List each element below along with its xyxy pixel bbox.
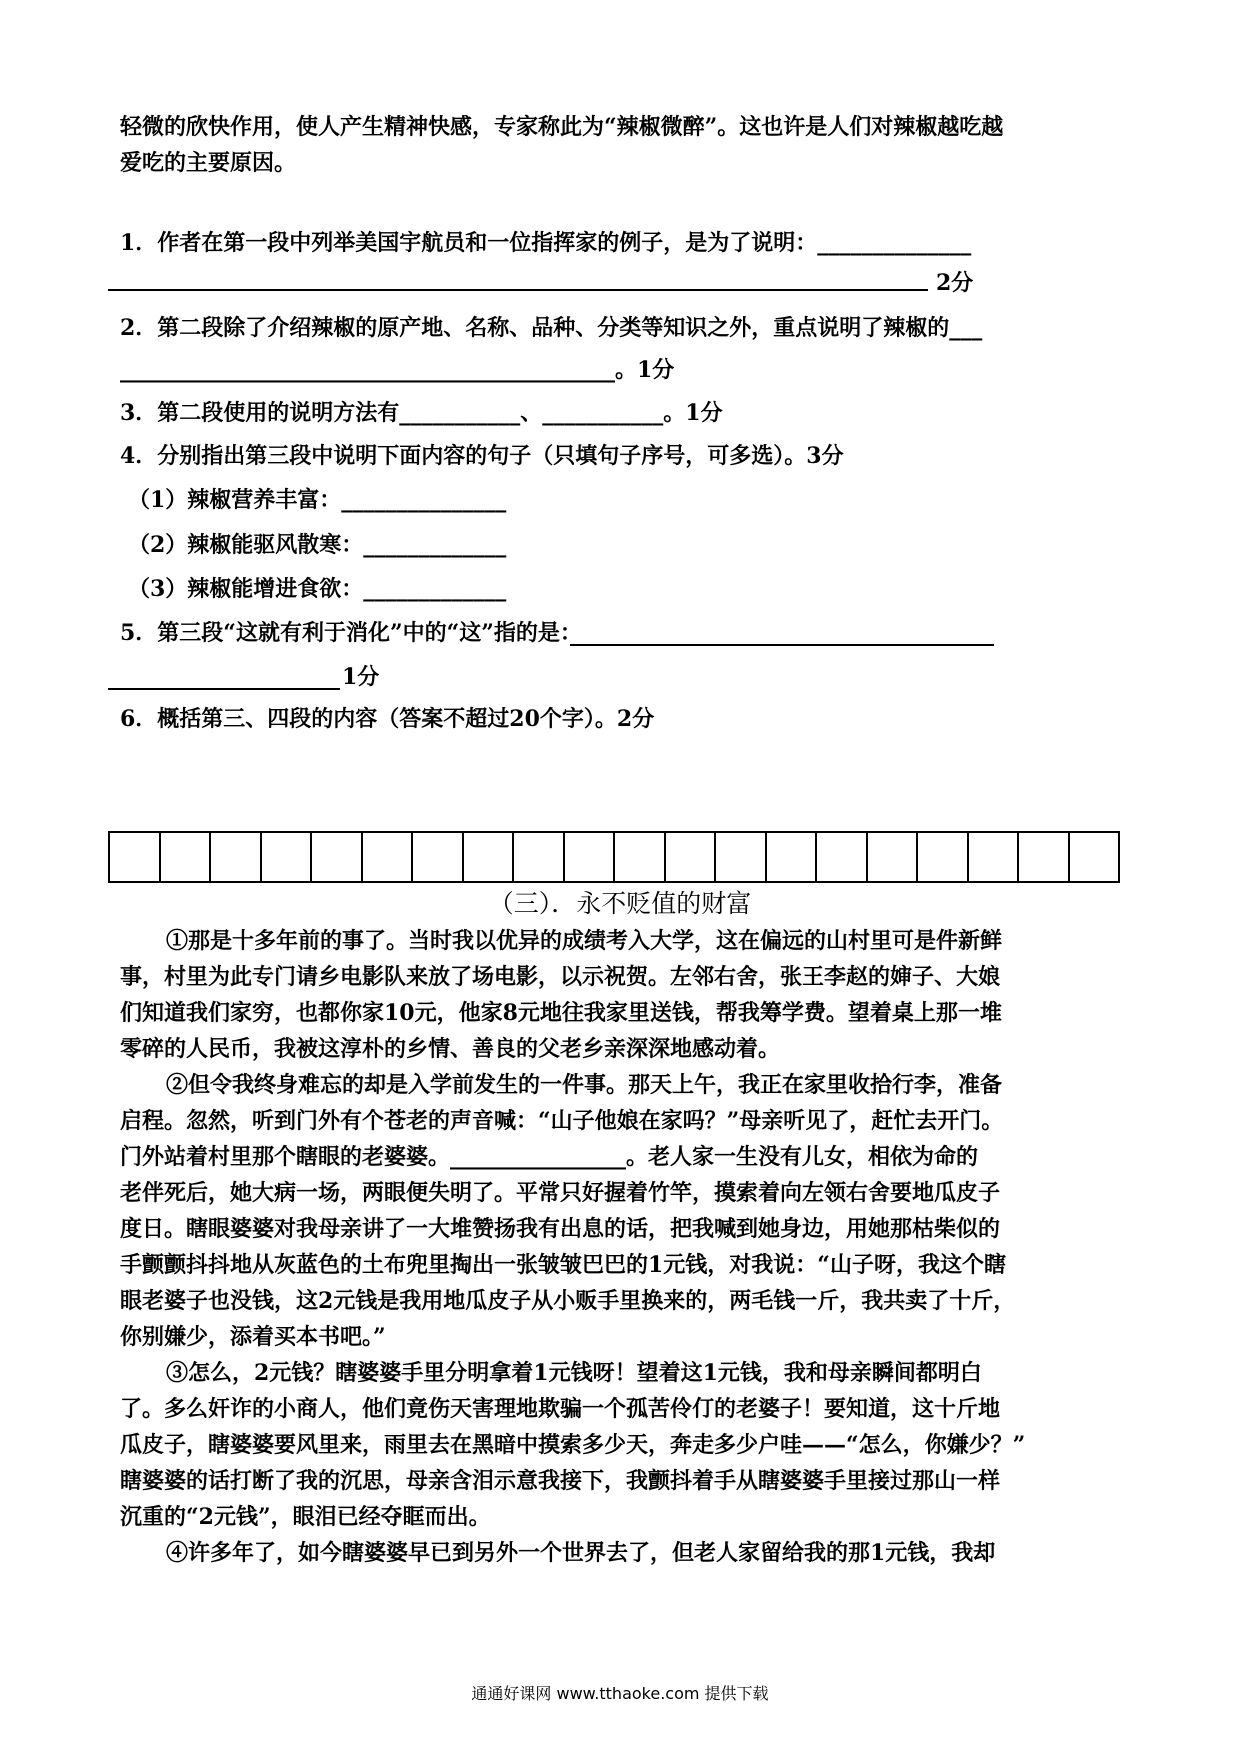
grid-cell [514,833,565,881]
answer-line-q1 [108,289,928,291]
question-1: 1．作者在第一段中列举美国宇航员和一位指挥家的例子，是为了说明：______________ [120,230,972,256]
question-4-item-1: （1）辣椒营养丰富：_______________ [128,487,507,513]
answer-line-q5-a [570,644,994,646]
grid-cell [969,833,1020,881]
question-4-item-3: （3）辣椒能增进食欲：_____________ [128,576,507,602]
grid-cell [211,833,262,881]
question-2-continuation: _____________________________________________。1分 [120,357,675,383]
intro-line-2: 爱吃的主要原因。 [120,150,297,176]
question-6: 6．概括第三、四段的内容（答案不超过20个字）。2分 [120,706,655,732]
passage-line: 度日。瞎眼婆婆对我母亲讲了一大堆赞扬我有出息的话，把我喊到她身边，用她那枯柴似的 [120,1216,1001,1242]
grid-cell [413,833,464,881]
question-3: 3．第二段使用的说明方法有___________、___________。1分 [120,400,723,426]
grid-cell [262,833,313,881]
passage-line: 老伴死后，她大病一场，两眼便失明了。平常只好握着竹竿，摸索着向左领右舍要地瓜皮子 [120,1180,1001,1206]
passage-line: ③怎么，2元钱？瞎婆婆手里分明拿着1元钱呀！望着这1元钱，我和母亲瞬间都明白 [166,1360,982,1386]
passage-line: 沉重的“2元钱”，眼泪已经夺眶而出。 [120,1504,491,1530]
question-5-score: 1分 [342,664,380,690]
grid-cell [110,833,161,881]
grid-cell [312,833,363,881]
question-1-score: 2分 [936,270,974,296]
grid-cell [1070,833,1119,881]
passage-line: 瓜皮子，瞎婆婆要风里来，雨里去在黑暗中摸索多少天，奔走多少户哇——“怎么，你嫌少？” [120,1432,1026,1458]
page-footer: 通通好课网 www.tthaoke.com 提供下载 [471,1684,769,1703]
intro-line-1: 轻微的欣快作用，使人产生精神快感，专家称此为“辣椒微醉”。这也许是人们对辣椒越吃越 [120,114,1004,140]
passage-line: 眼老婆子也没钱，这2元钱是我用地瓜皮子从小贩手里换来的，两毛钱一斤，我共卖了十斤， [120,1288,1016,1314]
answer-line-q5-b [108,688,340,690]
grid-cell [817,833,868,881]
passage-line: 手颤颤抖抖地从灰蓝色的土布兜里掏出一张皱皱巴巴的1元钱，对我说：“山子呀，我这个瞎 [120,1252,1006,1278]
grid-cell [363,833,414,881]
question-4: 4．分别指出第三段中说明下面内容的句子（只填句子序号，可多选）。3分 [120,443,844,469]
question-4-item-2: （2）辣椒能驱风散寒：_____________ [128,532,507,558]
passage-line: 们知道我们家穷，也都你家10元，他家8元地往我家里送钱，帮我筹学费。望着桌上那一堆 [120,1000,1002,1026]
grid-cell [464,833,515,881]
answer-grid [108,831,1120,883]
section-title: （三）．永不贬值的财富 [488,889,752,918]
grid-cell [565,833,616,881]
passage-line: 零碎的人民币，我被这淳朴的乡情、善良的父老乡亲深深地感动着。 [120,1036,781,1062]
question-5: 5．第三段“这就有利于消化”中的“这”指的是： [120,620,582,646]
passage-line: 事，村里为此专门请乡电影队来放了场电影，以示祝贺。左邻右舍，张王李赵的婶子、大娘 [120,964,1001,990]
question-2: 2．第二段除了介绍辣椒的原产地、名称、品种、分类等知识之外，重点说明了辣椒的___ [120,315,983,341]
passage-line: ④许多年了，如今瞎婆婆早已到另外一个世界去了，但老人家留给我的那1元钱，我却 [166,1540,996,1566]
grid-cell [615,833,666,881]
grid-cell [161,833,212,881]
passage-line: 瞎婆婆的话打断了我的沉思，母亲含泪示意我接下，我颤抖着手从瞎婆婆手里接过那山一样 [120,1468,1001,1494]
grid-cell [716,833,767,881]
grid-cell [868,833,919,881]
passage-line: ②但令我终身难忘的却是入学前发生的一件事。那天上午，我正在家里收拾行李，准备 [166,1072,1003,1098]
passage-line: 启程。忽然，听到门外有个苍老的声音喊：“山子他娘在家吗？”母亲听见了，赶忙去开门。 [120,1108,1004,1134]
grid-cell [666,833,717,881]
passage-line: 你别嫌少，添着买本书吧。” [120,1324,386,1350]
grid-cell [918,833,969,881]
passage-line: 了。多么奸诈的小商人，他们竟伤天害理地欺骗一个孤苦伶仃的老婆子！要知道，这十斤地 [120,1396,1001,1422]
grid-cell [767,833,818,881]
passage-line: ①那是十多年前的事了。当时我以优异的成绩考入大学，这在偏远的山村里可是件新鲜 [166,928,1003,954]
passage-line: 门外站着村里那个瞎眼的老婆婆。________________。老人家一生没有儿女，相依为命的 [120,1144,979,1170]
grid-cell [1019,833,1070,881]
